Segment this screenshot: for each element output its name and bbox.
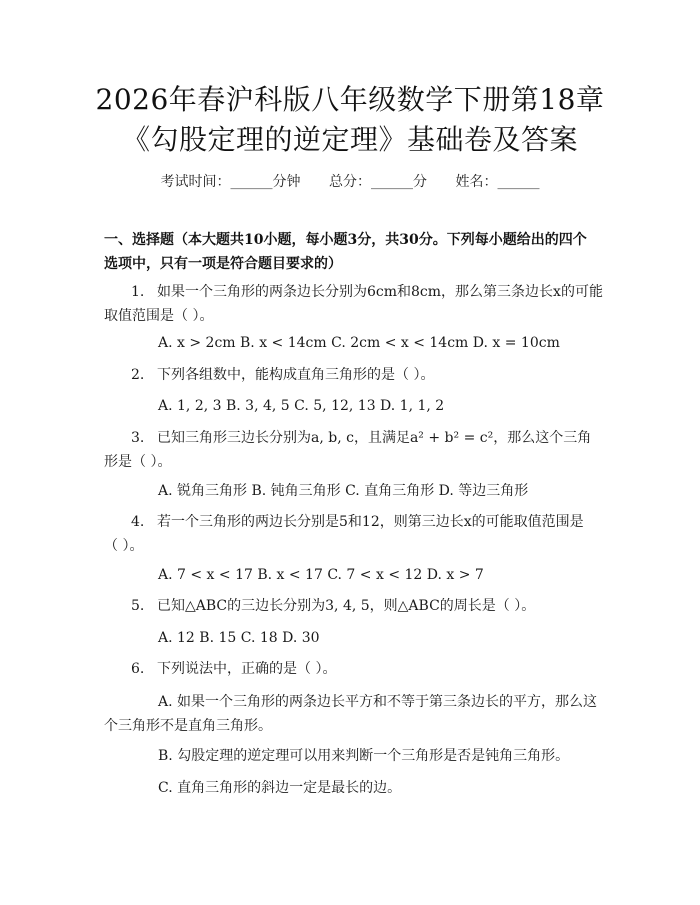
question-number: 1. xyxy=(131,284,145,300)
question-number: 4. xyxy=(131,514,145,530)
student-name-field: 姓名：______ xyxy=(455,174,540,190)
question-3-options: A. 锐角三角形 B. 钝角三角形 C. 直角三角形 D. 等边三角形 xyxy=(158,483,529,499)
question-1-options: A. x > 2cm B. x < 14cm C. 2cm < x < 14cm D. x = 10cm xyxy=(158,335,560,351)
question-6-option-c: C. 直角三角形的斜边一定是最长的边。 xyxy=(158,780,402,796)
question-text: 如果一个三角形的两条边长分别为6cm和8cm，那么第三条边长x的可能 xyxy=(157,284,603,300)
question-number: 3. xyxy=(131,430,145,446)
question-6-option-a-line2: 个三角形不是直角三角形。 xyxy=(104,718,272,734)
page-title-line2: 《勾股定理的逆定理》基础卷及答案 xyxy=(121,123,578,156)
question-5 xyxy=(131,594,535,618)
question-6-option-a-line1: A. 如果一个三角形的两条边长平方和不等于第三条边长的平方，那么这 xyxy=(158,694,598,710)
question-1-line2: 取值范围是（ ）。 xyxy=(104,308,214,324)
exam-time-field: 考试时间：______分钟 xyxy=(160,174,301,190)
question-5-options: A. 12 B. 15 C. 18 D. 30 xyxy=(158,630,320,646)
question-text: 若一个三角形的两边长分别是5和12，则第三边长x的可能取值范围是 xyxy=(157,514,584,530)
question-4-options: A. 7 < x < 17 B. x < 17 C. 7 < x < 12 D. x > 7 xyxy=(158,567,484,583)
question-6-option-b: B. 勾股定理的逆定理可以用来判断一个三角形是否是钝角三角形。 xyxy=(158,748,570,764)
exam-meta xyxy=(0,172,700,192)
question-text: 已知△ABC的三边长分别为3, 4, 5，则△ABC的周长是（ ）。 xyxy=(157,598,536,614)
section-heading-line2: 选项中，只有一项是符合题目要求的） xyxy=(104,256,342,272)
page-title-line1: 2026年春沪科版八年级数学下册第18章 xyxy=(95,83,605,116)
question-text: 下列说法中，正确的是（ ）。 xyxy=(157,661,337,677)
section-heading-line1: 一、选择题（本大题共10小题，每小题3分，共30分。下列每小题给出的四个 xyxy=(104,232,587,248)
question-6 xyxy=(131,657,336,681)
question-4 xyxy=(131,510,584,534)
question-2 xyxy=(131,363,434,387)
question-text: 下列各组数中，能构成直角三角形的是（ ）。 xyxy=(157,367,435,383)
question-number: 6. xyxy=(131,661,145,677)
question-number: 2. xyxy=(131,367,145,383)
question-4-line2: （ ）。 xyxy=(104,538,144,554)
question-3-line2: 形是（ ）。 xyxy=(104,454,172,470)
total-score-field: 总分：______分 xyxy=(329,174,427,190)
question-2-options: A. 1, 2, 3 B. 3, 4, 5 C. 5, 12, 13 D. 1, 1, 2 xyxy=(158,398,445,414)
question-3 xyxy=(131,426,591,450)
question-text: 已知三角形三边长分别为a, b, c，且满足a² + b² = c²，那么这个三角 xyxy=(157,430,592,446)
question-1 xyxy=(131,280,603,304)
question-number: 5. xyxy=(131,598,145,614)
